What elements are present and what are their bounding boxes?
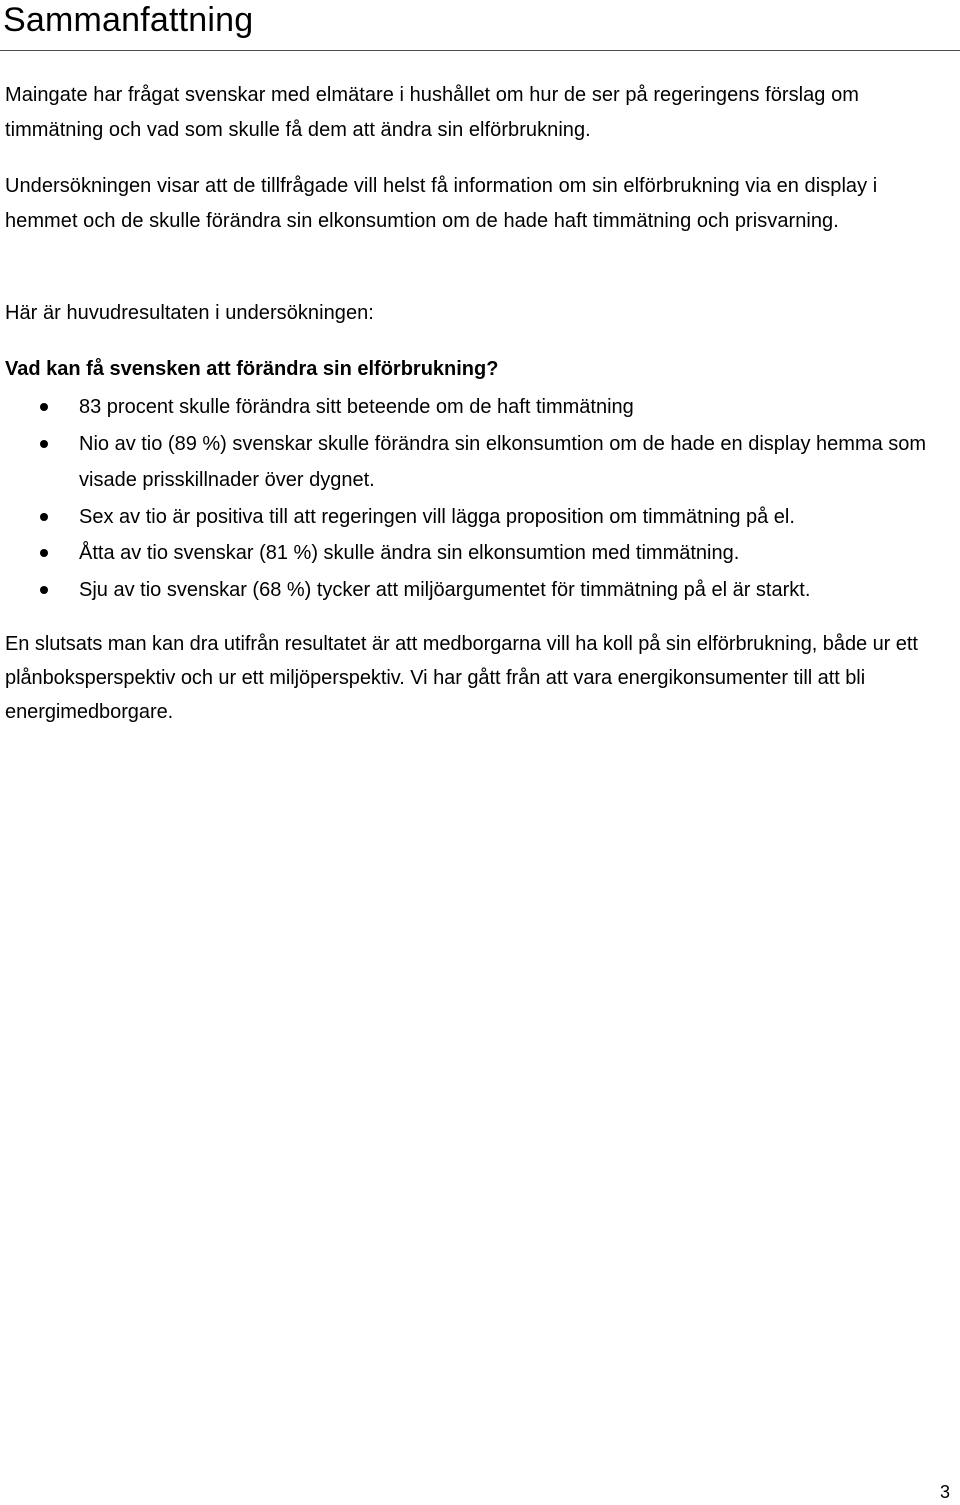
list-item <box>0 426 960 499</box>
page-number: 3 <box>940 1482 951 1502</box>
list-item-text: 83 procent skulle förändra sitt beteende om de haft timmätning <box>79 396 634 418</box>
bullet-icon <box>40 440 48 448</box>
bullet-icon <box>40 586 48 594</box>
intro-paragraph: Maingate har frågat svenskar med elmätare i hushållet om hur de ser på regeringens förslag om timmätning och vad som skulle få dem att ändra sin elförbrukning. <box>5 84 859 141</box>
survey-paragraph: Undersökningen visar att de tillfrågade vill helst få information om sin elförbrukning via en display i hemmet och de skulle förändra sin elkonsumtion om de hade haft timmätning och prisvarning. <box>5 175 878 232</box>
list-item <box>0 572 960 609</box>
title-divider <box>0 50 960 51</box>
bullet-icon <box>40 403 48 411</box>
bullet-icon <box>40 513 48 521</box>
conclusion-paragraph: En slutsats man kan dra utifrån resultatet är att medborgarna vill ha koll på sin elförbrukning, både ur ett plånboksperspektiv och ur ett miljöperspektiv. Vi har gått från att vara energikonsumenter till att bli energimedborgare. <box>5 633 918 723</box>
results-heading: Vad kan få svensken att förändra sin elförbrukning? <box>5 358 499 380</box>
list-item-text: Sju av tio svenskar (68 %) tycker att miljöargumentet för timmätning på el är starkt. <box>79 578 811 601</box>
list-item-text: Nio av tio (89 %) svenskar skulle förändra sin elkonsumtion om de hade en display hemma som visade prisskillnader över dygnet. <box>79 432 927 491</box>
results-lead-paragraph: Här är huvudresultaten i undersökningen: <box>5 302 374 324</box>
bullet-icon <box>40 549 48 557</box>
list-item <box>0 389 960 426</box>
list-item-text: Sex av tio är positiva till att regeringen vill lägga proposition om timmätning på el. <box>79 505 795 528</box>
list-item <box>0 499 960 536</box>
list-item-text: Åtta av tio svenskar (81 %) skulle ändra sin elkonsumtion med timmätning. <box>79 542 740 564</box>
list-item <box>0 535 960 572</box>
page-title: Sammanfattning <box>3 1 254 39</box>
results-list <box>0 389 960 608</box>
